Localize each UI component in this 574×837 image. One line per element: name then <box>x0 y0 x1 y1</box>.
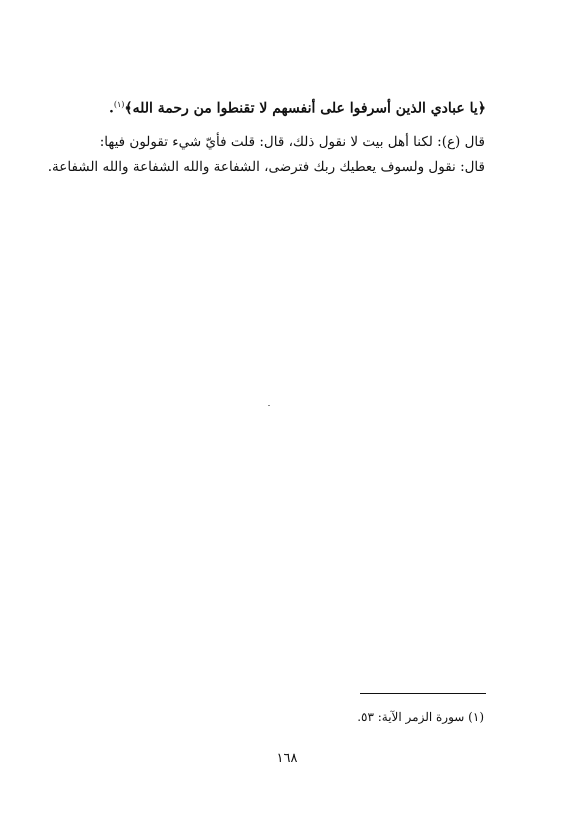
body-text-line-1: قال (ع): لكنا أهل بيت لا نقول ذلك، قال: قلت فأيّ شيء تقولون فيها: <box>99 134 485 150</box>
verse-end-punctuation: . <box>108 100 114 117</box>
footnote-text: (١) سورة الزمر الآية: ٥٣. <box>357 710 484 724</box>
page-number: ١٦٨ <box>276 751 298 766</box>
footnote-separator <box>360 693 486 694</box>
scan-speck <box>268 405 270 406</box>
quran-verse-text: ﴿يا عبادي الذين أسرفوا على أنفسهم لا تقنطوا من رحمة الله﴾ <box>124 100 486 117</box>
body-text-line-2: قال: نقول ولسوف يعطيك ربك فترضى، الشفاعة والله الشفاعة والله الشفاعة. <box>47 159 485 175</box>
quran-verse-line <box>109 95 486 119</box>
footnote-reference: (١) <box>113 100 125 109</box>
